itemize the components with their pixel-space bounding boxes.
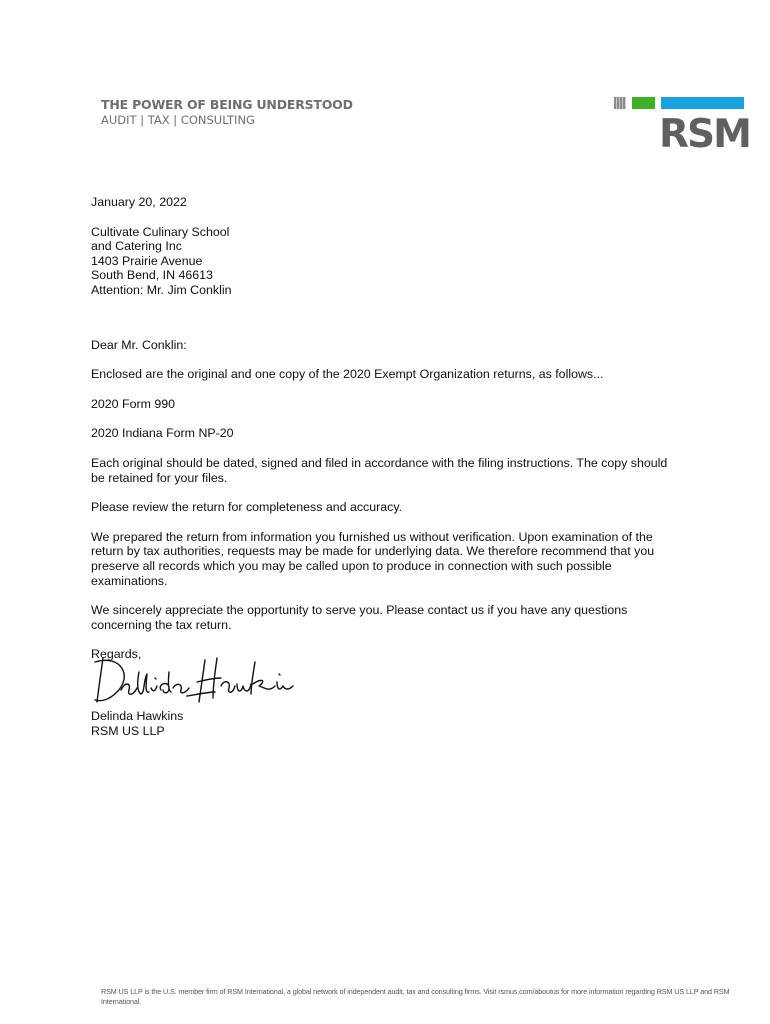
rsm-logo-bars bbox=[614, 97, 744, 109]
logo-bar-gray bbox=[614, 97, 626, 109]
letter-date: January 20, 2022 bbox=[91, 195, 187, 209]
logo-bar-blue bbox=[661, 97, 744, 109]
recipient-city: South Bend, IN 46613 bbox=[91, 268, 213, 283]
handwritten-signature bbox=[91, 652, 301, 710]
services-line: AUDIT | TAX | CONSULTING bbox=[101, 113, 255, 127]
salutation: Dear Mr. Conklin: bbox=[91, 337, 187, 352]
paragraph: 2020 Form 990 bbox=[91, 396, 176, 411]
paragraph: We prepared the return from information you furnished us without verification. Upon examination of the return by tax authorities, requests may be made for underlying data. We therefore recommend that you preserve all records which you may be called upon to produce in connection with such possible examinations. bbox=[91, 529, 655, 588]
paragraph: Enclosed are the original and one copy of the 2020 Exempt Organization returns, as follows... bbox=[91, 367, 604, 382]
paragraph: Each original should be dated, signed and filed in accordance with the filing instructions. The copy should be retained for your files. bbox=[91, 455, 668, 485]
recipient-street: 1403 Prairie Avenue bbox=[91, 253, 203, 268]
recipient-name-cont: and Catering Inc bbox=[91, 239, 182, 254]
paragraph: Please review the return for completeness and accuracy. bbox=[91, 500, 403, 515]
rsm-logo: RSM bbox=[659, 112, 750, 157]
paragraph: 2020 Indiana Form NP-20 bbox=[91, 426, 234, 441]
paragraph: We sincerely appreciate the opportunity to serve you. Please contact us if you have any questions concerning the tax return. bbox=[91, 603, 628, 632]
recipient-address bbox=[91, 225, 681, 298]
signer-name: Delinda Hawkins bbox=[91, 709, 184, 723]
signer-firm: RSM US LLP bbox=[91, 723, 165, 738]
letter-body bbox=[91, 195, 681, 662]
footer-disclaimer: RSM US LLP is the U.S. member firm of RSM International, a global network of independent audit, tax and consulting firms. Visit rsmus.com/aboutus for more information regarding RSM US LLP and RSM International. bbox=[101, 987, 730, 1006]
closing: Regards, bbox=[91, 647, 142, 662]
signature-block bbox=[91, 709, 183, 738]
recipient-attention: Attention: Mr. Jim Conklin bbox=[91, 282, 232, 297]
logo-bar-green bbox=[632, 97, 655, 109]
tagline: THE POWER OF BEING UNDERSTOOD bbox=[101, 97, 353, 112]
recipient-name: Cultivate Culinary School bbox=[91, 224, 230, 239]
